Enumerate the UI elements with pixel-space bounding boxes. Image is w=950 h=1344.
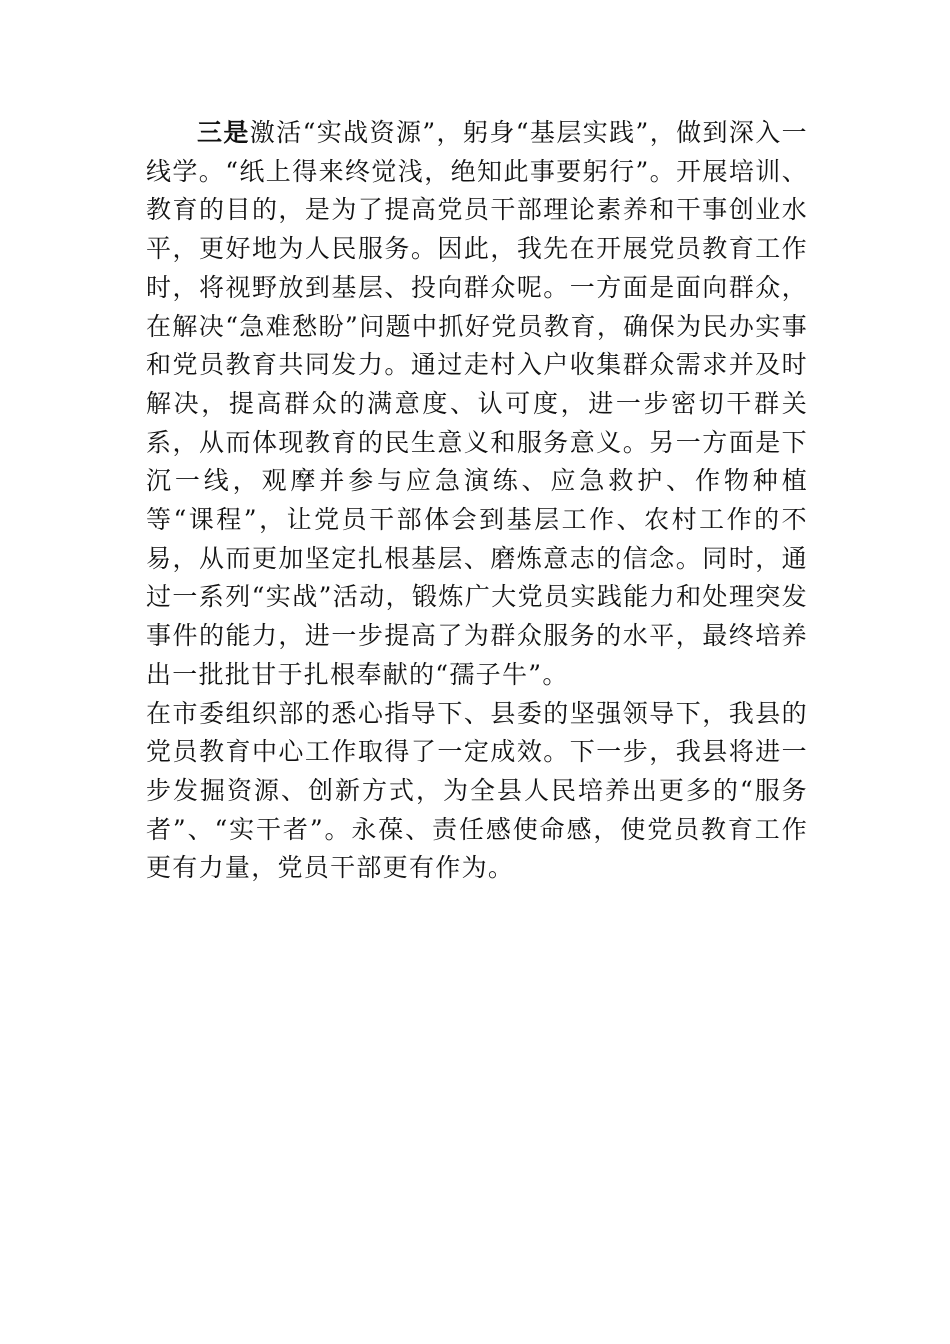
paragraph-text: 在市委组织部的悉心指导下、县委的坚强领导下，我县的党员教育中心工作取得了一定成效。下一步，我县将进一步发掘资源、创新方式，为全县人民培养出更多的“服务者”、“实干者”。永葆、责任感使命感，使党员教育工作更有力量，党员干部更有作为。 [146,698,808,883]
paragraph-text: 激活“实战资源”，躬身“基层实践”，做到深入一线学。“纸上得来终觉浅，绝知此事要躬行”。开展培训、教育的目的，是为了提高党员干部理论素养和干事创业水平，更好地为人民服务。因此，我先在开展党员教育工作时，将视野放到基层、投向群众呢。一方面是面向群众，在解决“急难愁盼”问题中抓好党员教育，确保为民办实事和党员教育共同发力。通过走村入户收集群众需求并及时解决，提高群众的满意度、认可度，进一步密切干群关系，从而体现教育的民生意义和服务意义。另一方面是下沉一线，观摩并参与应急演练、应急救护、作物种植等“课程”，让党员干部体会到基层工作、农村工作的不易，从而更加坚定扎根基层、磨炼意志的信念。同时，通过一系列“实战”活动，锻炼广大党员实践能力和处理突发事件的能力，进一步提高了为群众服务的水平，最终培养出一批批甘于扎根奉献的“孺子牛”。 [146,118,808,689]
paragraph-sanshi [146,114,808,695]
document-body [146,114,808,888]
paragraph-lead-bold: 三是 [197,118,250,147]
paragraph-conclusion [146,695,808,889]
